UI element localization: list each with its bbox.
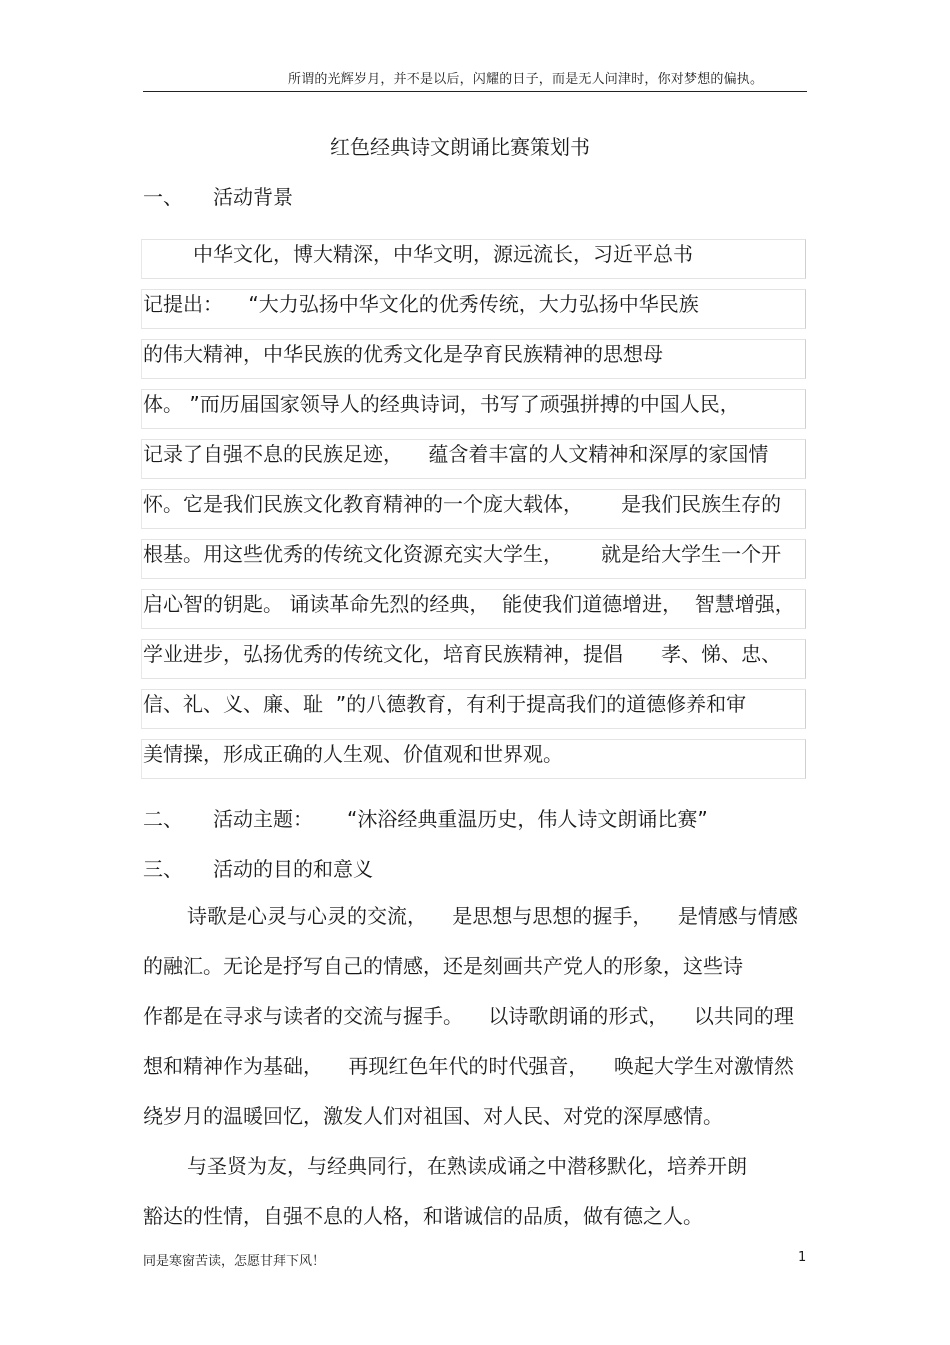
paragraph-line: 美情操，形成正确的人生观、价值观和世界观。 (143, 742, 563, 766)
section-heading-1 (143, 181, 293, 210)
section-label: 活动背景 (213, 185, 293, 209)
section-label: 活动的目的和意义 (213, 857, 373, 881)
page-header-quote: 所谓的光辉岁月，并不是以后，闪耀的日子，而是无人问津时，你对梦想的偏执。 (288, 72, 764, 87)
section-label: 活动主题： (213, 807, 313, 831)
section-number: 一、 (143, 185, 183, 209)
footer-motto: 同是寒窗苦读，怎愿甘拜下风！ (143, 1254, 326, 1269)
paragraph-line: 怀。它是我们民族文化教育精神的一个庞大载体， 是我们民族生存的 (143, 492, 782, 516)
paragraph-line: 的融汇。无论是抒写自己的情感，还是刻画共产党人的形象，这些诗 (143, 954, 743, 978)
paragraph-line: 诗歌是心灵与心灵的交流， 是思想与思想的握手， 是情感与情感 (187, 904, 798, 928)
paragraph-line: 根基。用这些优秀的传统文化资源充实大学生， 就是给大学生一个开 (143, 542, 782, 566)
page-number: 1 (798, 1250, 807, 1265)
paragraph-line: 学业进步，弘扬优秀的传统文化，培育民族精神，提倡 孝、悌、忠、 (143, 642, 782, 666)
paragraph-line: 想和精神作为基础， 再现红色年代的时代强音， 唤起大学生对激情然 (143, 1054, 794, 1078)
section-number: 二、 (143, 807, 183, 831)
paragraph-line: 记提出： “大力弘扬中华文化的优秀传统，大力弘扬中华民族 (143, 292, 699, 316)
header-divider (143, 91, 807, 92)
document-title: 红色经典诗文朗诵比赛策划书 (330, 135, 590, 159)
section-heading-3 (143, 853, 373, 882)
paragraph-line: 豁达的性情，自强不息的人格，和谐诚信的品质，做有德之人。 (143, 1204, 703, 1228)
paragraph-line: 中华文化，博大精深，中华文明，源远流长，习近平总书 (193, 242, 693, 266)
activity-theme: “沐浴经典重温历史，伟人诗文朗诵比赛” (347, 807, 708, 831)
paragraph-line: 作都是在寻求与读者的交流与握手。 以诗歌朗诵的形式， 以共同的理 (143, 1004, 794, 1028)
section-heading-2 (143, 803, 708, 832)
paragraph-line: 绕岁月的温暖回忆，激发人们对祖国、对人民、对党的深厚感情。 (143, 1104, 723, 1128)
section-number: 三、 (143, 857, 183, 881)
paragraph-line: 启心智的钥匙。 诵读革命先烈的经典， 能使我们道德增进， 智慧增强， (143, 592, 795, 616)
paragraph-line: 记录了自强不息的民族足迹， 蕴含着丰富的人文精神和深厚的家国情 (143, 442, 769, 466)
paragraph-line: 体。 ”而历届国家领导人的经典诗词，书写了顽强拼搏的中国人民， (143, 392, 740, 416)
paragraph-line: 与圣贤为友，与经典同行，在熟读成诵之中潜移默化，培养开朗 (187, 1154, 747, 1178)
paragraph-line: 信、礼、义、廉、耻 ”的八德教育，有利于提高我们的道德修养和审 (143, 692, 747, 716)
paragraph-line: 的伟大精神，中华民族的优秀文化是孕育民族精神的思想母 (143, 342, 663, 366)
